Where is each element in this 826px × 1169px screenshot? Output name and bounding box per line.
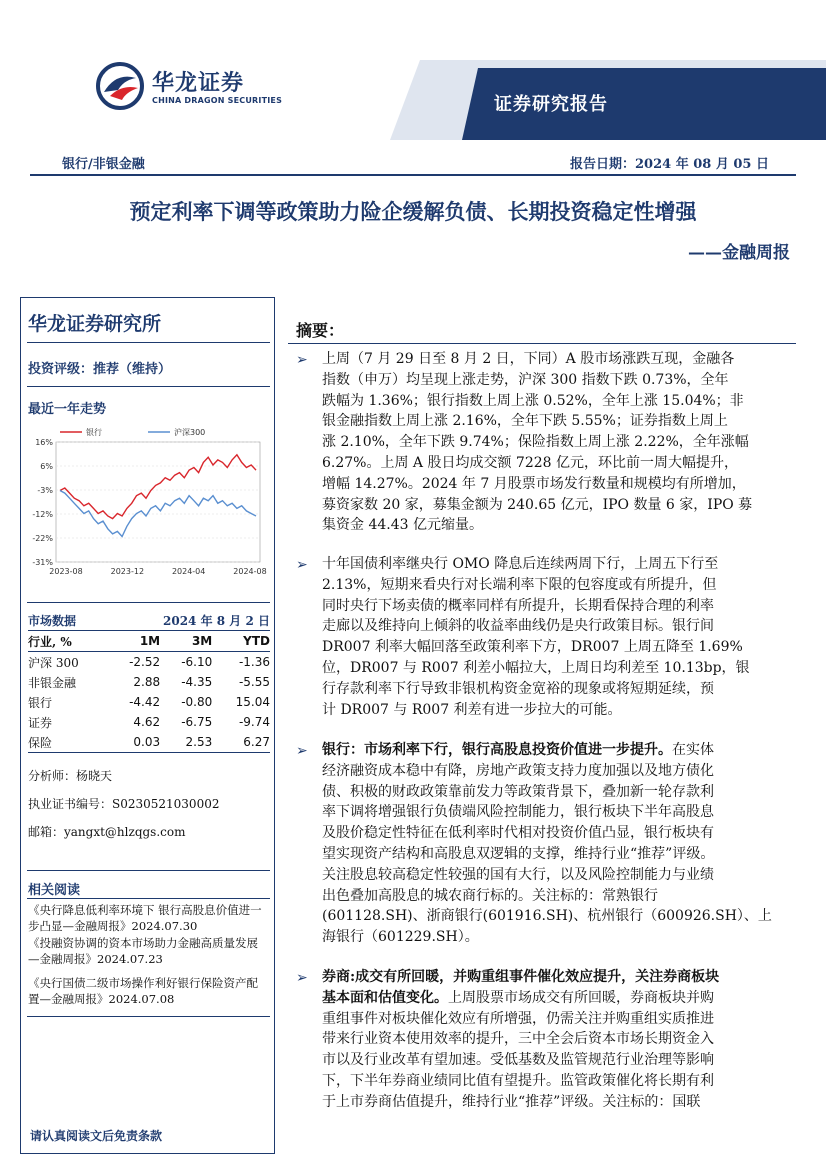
text-line: 债、积极的财政政策靠前发力等政策背景下，叠加新一轮存款利 (322, 783, 714, 800)
table-cell: 非银金融 (28, 675, 77, 690)
x-tick-label: 2023-12 (110, 567, 145, 576)
institute-name: 华龙证券研究所 (28, 313, 162, 335)
legend-label: 银行 (86, 428, 102, 437)
text-line: 6.27%。上周 A 股日均成交额 7228 亿元，环比前一周大幅提升， (322, 454, 739, 471)
text-span: 在实体 (672, 742, 714, 758)
paragraph-market (322, 349, 788, 536)
text-line (322, 967, 788, 988)
table-cell: -5.55 (238, 675, 270, 689)
table-header: 1M (139, 634, 161, 648)
text-line: 增幅 14.27%。2024 年 7 月股票市场发行数量和规模均有所增加， (322, 475, 746, 492)
report-date: 报告日期：2024 年 08 月 05 日 (570, 157, 769, 172)
paragraph-rates (322, 554, 788, 720)
text-line: 出色叠加高股息的城农商行标的。关注标的：常熟银行 (322, 887, 658, 904)
banner-title: 证券研究报告 (494, 94, 608, 115)
table-cell: -6.10 (181, 655, 213, 669)
y-tick-label: 16% (35, 438, 53, 447)
report-title: 预定利率下调等政策助力险企缓解负债、长期投资稳定性增强 (129, 199, 697, 224)
table-row (28, 732, 270, 753)
broker-heading: 券商:成交有所回暖，并购重组事件催化效应提升，关注券商板块 (322, 969, 720, 985)
license-number: 执业证书编号：S0230521030002 (28, 797, 220, 811)
text-line: 经济融资成本稳中有降，房地产政策支持力度加强以及地方债化 (322, 762, 714, 779)
related-item[interactable]: 《央行降息低利率环境下 银行高股息价值进一步凸显—金融周报》2024.07.30 (28, 903, 262, 933)
table-row (28, 692, 270, 712)
market-title: 市场数据 (28, 613, 77, 628)
dragon-logo-icon (96, 62, 144, 110)
table-header: 行业, % (28, 634, 72, 649)
investment-rating: 投资评级：推荐（维持） (28, 362, 172, 377)
table-cell: -1.36 (238, 655, 270, 669)
text-line: 行存款利率下行导致非银机构资金宽裕的现象或将短期延续，预 (322, 680, 714, 697)
text-line: 下，下半年券商业绩同比值有望提升。监管政策催化将长期有利 (322, 1072, 714, 1089)
text-line: 带来行业资本使用效率的提升，三中全会后资本市场长期资金入 (322, 1031, 714, 1048)
text-line: 市以及行业改革有望加速。受低基数及监管规范行业治理等影响 (322, 1052, 714, 1069)
text-line: 集资金 44.43 亿元缩量。 (322, 517, 483, 534)
text-line: 募资家数 20 家，募集金额为 240.65 亿元，IPO 数量 6 家，IPO 募 (322, 496, 753, 513)
series-line-csi300 (60, 491, 256, 537)
abstract-divider (288, 343, 796, 344)
bullet-arrow-icon: ➢ (296, 352, 308, 368)
abstract-title: 摘要： (296, 321, 345, 340)
table-cell: 沪深 300 (28, 655, 79, 670)
x-tick-label: 2023-08 (49, 567, 83, 576)
report-subtitle: ——金融周报 (688, 243, 790, 263)
bullet-arrow-icon: ➢ (296, 743, 308, 759)
paragraph-banks (322, 740, 788, 948)
related-reading-title: 相关阅读 (28, 883, 81, 898)
sidebar-divider (27, 870, 270, 871)
y-tick-label: -22% (32, 534, 53, 543)
text-line: 海银行（601229.SH）。 (322, 929, 479, 946)
text-line: 及股价稳定性特征在低利率时代相对投资价值凸显，银行板块有 (322, 825, 714, 842)
sidebar-divider (27, 602, 270, 603)
text-line (322, 740, 788, 761)
table-cell: -2.52 (129, 655, 161, 669)
text-line: 走廊以及维持向上倾斜的收益率曲线仍是央行政策目标。银行间 (322, 618, 714, 635)
text-line: 同时央行下场卖债的概率同样有所提升，长期看保持合理的利率 (322, 597, 714, 614)
analyst-email: 邮箱：yangxt@hlzqgs.com (28, 825, 186, 839)
table-cell: 4.62 (133, 715, 161, 729)
table-cell: 0.03 (133, 735, 161, 749)
text-line: 十年国债利率继央行 OMO 降息后连续两周下行，上周五下行至 (322, 556, 719, 572)
market-date: 2024 年 8 月 2 日 (163, 613, 270, 628)
table-row (28, 712, 270, 732)
bank-heading: 银行：市场利率下行，银行高股息投资价值进一步提升。 (322, 742, 672, 758)
logo-text-cn: 华龙证券 (152, 71, 245, 96)
text-line: 跌幅为 1.36%；银行指数上周上涨 0.52%，全年上涨 15.04%；非 (322, 392, 744, 409)
related-item[interactable]: 《投融资协调的资本市场助力金融高质量发展—金融周报》2024.07.23 (28, 936, 258, 966)
analyst-name: 分析师：杨晓天 (28, 769, 113, 783)
sidebar-divider (27, 898, 270, 899)
bullet-arrow-icon: ➢ (296, 970, 308, 986)
sector-label: 银行/非银金融 (62, 157, 145, 172)
y-tick-label: -31% (32, 558, 53, 567)
text-line: 于上市券商估值提升，维持行业“推荐”评级。关注标的：国联 (322, 1093, 701, 1110)
table-cell: -4.35 (181, 675, 213, 689)
text-line: 计 DR007 与 R007 利差有进一步拉大的可能。 (322, 701, 622, 718)
table-header-row (28, 631, 270, 652)
chart-frame (56, 442, 260, 562)
text-line: 2.13%，短期来看央行对长端利率下限的包容度或有所提升，但 (322, 576, 717, 593)
x-tick-label: 2024-08 (233, 567, 267, 576)
text-line (322, 988, 788, 1009)
header-divider (30, 174, 796, 176)
x-tick-label: 2024-04 (171, 567, 206, 576)
text-line: 涨 2.10%，全年下跌 9.74%；保险指数上周上涨 2.22%，全年涨幅 (322, 434, 749, 451)
table-cell: -6.75 (181, 715, 213, 729)
y-tick-label: -3% (37, 486, 53, 495)
y-tick-label: -12% (32, 510, 53, 519)
table-cell: -4.42 (129, 695, 161, 709)
logo-text-en: CHINA DRAGON SECURITIES (152, 96, 283, 105)
table-row (28, 652, 270, 673)
table-cell: 银行 (28, 695, 53, 710)
text-line: 率下调将增强银行负债端风险控制能力，银行板块下半年高股息 (322, 804, 714, 821)
text-line: 位，DR007 与 R007 利差小幅拉大，上周日均利差至 10.13bp，银 (322, 659, 750, 676)
table-cell: 15.04 (235, 695, 270, 709)
text-line: 指数（申万）均呈现上涨走势，沪深 300 指数下跌 0.73%，全年 (322, 371, 729, 388)
text-span: 上周股票市场成交有所回暖，券商板块并购 (448, 989, 714, 1006)
table-cell: 6.27 (243, 735, 270, 749)
related-item[interactable]: 《央行国债二级市场操作利好银行保险资产配置—金融周报》2024.07.08 (28, 976, 258, 1006)
text-line: 望实现资产结构和高股息双逻辑的支撑，维持行业“推荐”评级。 (322, 845, 715, 862)
table-header: 3M (191, 634, 213, 648)
y-tick-label: 6% (40, 462, 53, 471)
text-line: 重组事件对板块催化效应有所增强，仍需关注并购重组实质推进 (322, 1010, 714, 1027)
table-cell: 保险 (28, 735, 53, 750)
table-row (28, 672, 270, 692)
text-line: 关注股息较高稳定性较强的国有大行，以及风险控制能力与业绩 (322, 866, 714, 883)
trend-title: 最近一年走势 (28, 402, 107, 417)
sidebar-divider (27, 386, 270, 387)
sidebar-divider (27, 1016, 270, 1017)
bullet-arrow-icon: ➢ (296, 557, 308, 573)
trend-chart (28, 420, 268, 580)
disclaimer-note: 请认真阅读文后免责条款 (30, 1129, 163, 1143)
text-line: (601128.SH)、浙商银行(601916.SH)、杭州银行（600926.SH）、上 (322, 908, 772, 925)
broker-heading-cont: 基本面和估值变化。 (322, 989, 448, 1006)
market-data-table (28, 610, 270, 753)
table-cell: 证券 (28, 715, 53, 730)
text-line: 上周（7 月 29 日至 8 月 2 日，下同）A 股市场涨跌互现，金融各 (322, 351, 735, 367)
legend-label: 沪深300 (174, 428, 206, 437)
text-line: DR007 利率大幅回落至政策利率下方，DR007 上周五降至 1.69% (322, 639, 743, 656)
table-cell: -0.80 (181, 695, 213, 709)
paragraph-brokers (322, 967, 788, 1113)
table-cell: 2.88 (133, 675, 161, 689)
table-cell: 2.53 (185, 735, 213, 749)
table-cell: -9.74 (238, 715, 270, 729)
table-caption-row (28, 610, 270, 631)
table-header: YTD (243, 634, 270, 648)
sidebar-divider (27, 342, 270, 343)
text-line: 银金融指数上周上涨 2.16%，全年下跌 5.55%；证券指数上周上 (322, 413, 728, 430)
